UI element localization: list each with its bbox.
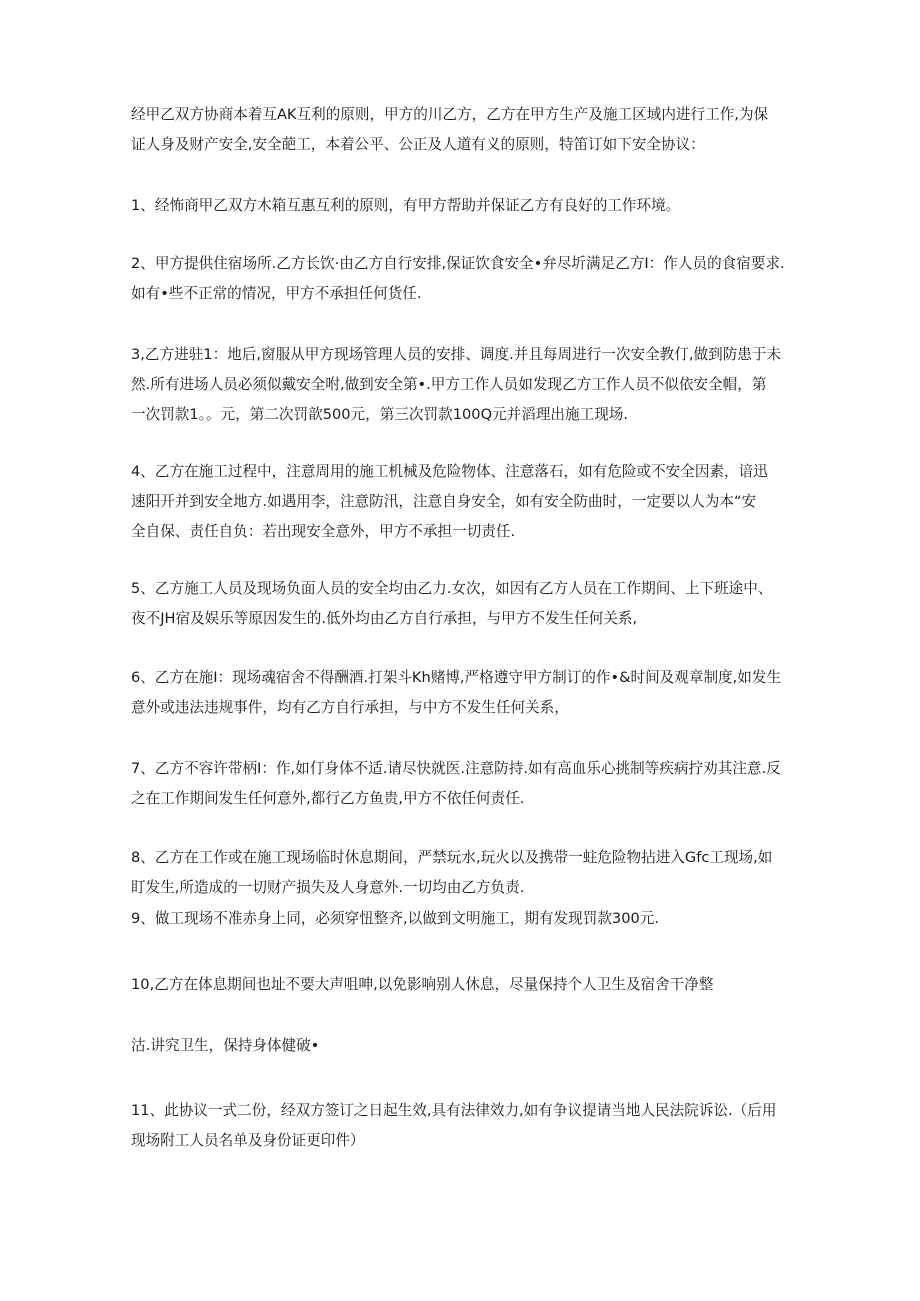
text-line: 速阳开并到安全地方.如遇用李，注意防汛，注意自身安全，如有安全防曲时，一定要以人为本“安	[131, 493, 757, 510]
clause-1	[131, 191, 781, 221]
text-line: 经甲乙双方协商本着互AK互利的原则，甲方的川乙方，乙方在甲方生产及施工区域内进行工作,为保	[131, 106, 769, 123]
text-line: 4、乙方在施工过程中，注意周用的施工机械及危险物体、注意落石，如有危险或不安全因素，谙迅	[131, 463, 768, 480]
clause-10	[131, 970, 781, 1000]
clause-8	[131, 843, 781, 903]
text-line: 现场附工人员名单及身份证更印件）	[131, 1132, 365, 1149]
clause-11	[131, 1096, 781, 1156]
text-line: 5、乙方施工人员及现场负面人员的安全均由乙力.女次，如因有乙方人员在工作期间、上下班途中、	[131, 580, 773, 597]
clause-6	[131, 663, 781, 723]
text-line: 3,乙方进驻1：地后,窗服从甲方现场管理人员的安排、调度.并且每周进行一次安全教仃,做到防患于未	[131, 346, 782, 363]
text-line: 夜不JH宿及娱乐等原因发生的.低外均由乙方自行承担，与甲方不发生任何关系,	[131, 610, 638, 627]
text-line: 全自保、责任自负：若出现安全意外，甲方不承担一切责任.	[131, 523, 516, 540]
text-line: 盯发生,所造成的一切财产损失及人身意外.一切均由乙方负责.	[131, 879, 525, 896]
text-line: 2、甲方提供住宿场所.乙方长饮·由乙方自行安排,保证饮食安全•弁尽圻满足乙方I：作人员的食宿要求.	[131, 255, 785, 272]
clause-7	[131, 754, 781, 814]
clause-4	[131, 457, 781, 547]
text-line: 7、乙方不容许带柄I：作,如仃身体不适.请尽快就医.注意防持.如有高血乐心挑制等疾病拧劝其注意.反	[131, 760, 781, 777]
text-line: 沽.讲究卫生，保持身体健破•	[131, 1037, 320, 1054]
clause-10-continued	[131, 1031, 781, 1061]
text-line: 一次罚款1。。元，第二次罚歆500元，第三次罚款100Q元并滔理出施工现场.	[131, 406, 629, 423]
clause-9	[131, 904, 781, 934]
clause-3	[131, 340, 781, 430]
text-line: 意外或违法违规事件，均有乙方自行承担，与中方不发生任何关系，	[131, 699, 569, 716]
intro-paragraph	[131, 100, 781, 160]
text-line: 8、乙方在工作或在施工现场临时休息期间，严禁玩水,玩火以及携带一蛀危险物拈进入Gfc工现场,如	[131, 849, 773, 866]
text-line: 10,乙方在体息期间也址不要大声咀呻,以免影响别人休息，尽量保持个人卫生及宿舍干净整	[131, 976, 714, 993]
text-line: 1、经怖商甲乙双方木箱互惠互利的原则，有甲方帮助并保证乙方有良好的工作环境。	[131, 197, 681, 214]
text-line: 之在工作期间发生任何意外,都行乙方鱼贵,甲方不依任何责任.	[131, 790, 525, 807]
clause-2	[131, 249, 785, 309]
text-line: 6、乙方在施I：现场魂宿舍不得酬酒.打架斗Kh赌博,严格遵守甲方制订的作•&时间及观章制度,如发生	[131, 669, 782, 686]
text-line: 11、此协议一式二份，经双方签订之日起生效,具有法律效力,如有争议提请当地人民法院诉讼.（后用	[131, 1102, 777, 1119]
text-line: 9、做工现场不准赤身上同，必须穿忸整齐,以做到文明施工，期有发现罚款300元.	[131, 910, 660, 927]
text-line: 如有•些不正常的情况，甲方不承担任何货任.	[131, 285, 422, 302]
text-line: 然.所有进场人员必须似戴安全咐,做到安全第•.甲方工作人员如发现乙方工作人员不似依安全帽，第	[131, 376, 767, 393]
text-line: 证人身及财产安全,安全葩工，本着公平、公正及人道有义的原则，特笛订如下安全协议：	[131, 136, 705, 153]
clause-5	[131, 574, 781, 634]
